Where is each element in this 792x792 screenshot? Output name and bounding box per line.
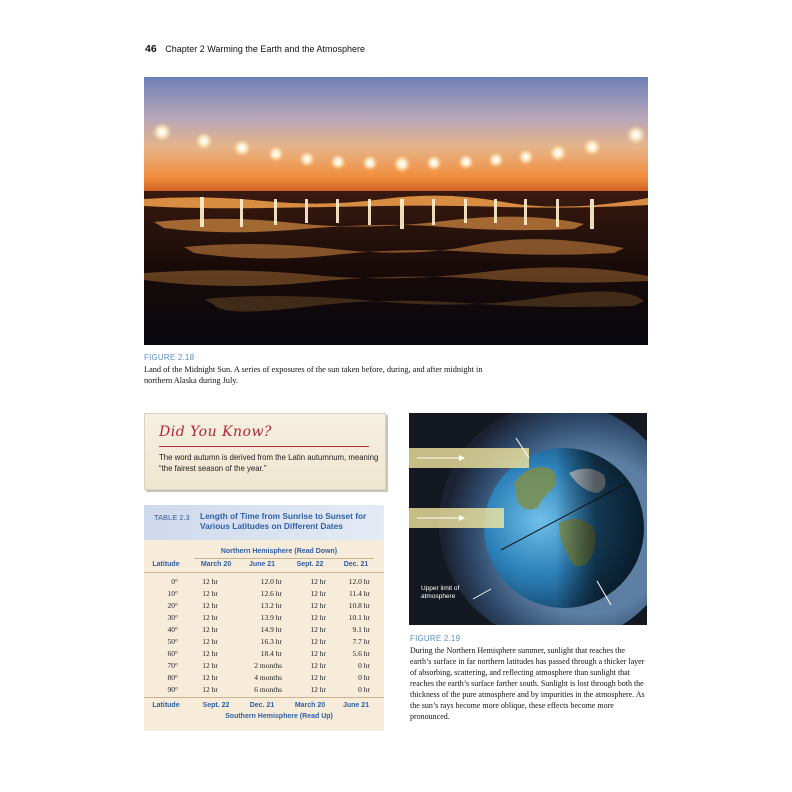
table-title-bar — [144, 505, 384, 540]
sky — [144, 77, 648, 195]
table-cell: 6 months — [254, 685, 282, 694]
table-cell: 12 hr — [310, 637, 326, 646]
running-head-text: Chapter 2 Warming the Earth and the Atmosphere — [165, 44, 365, 54]
latitude-cell: 90° — [167, 685, 178, 694]
table-cell: 0 hr — [358, 661, 370, 670]
table-cell: 13.9 hr — [260, 613, 282, 622]
table-cell: 12 hr — [202, 661, 218, 670]
column-header: Dec. 21 — [343, 561, 369, 568]
atmosphere-globe-diagram — [409, 413, 647, 625]
table-cell: 10.1 hr — [348, 613, 370, 622]
table-cell: 10.8 hr — [348, 601, 370, 610]
column-header: June 21 — [342, 702, 370, 709]
table-cell: 12 hr — [202, 673, 218, 682]
table-cell: 12 hr — [202, 685, 218, 694]
table-label: TABLE 2.3 — [154, 513, 190, 522]
did-you-know-title: Did You Know? — [159, 424, 272, 440]
table-cell: 18.4 hr — [260, 649, 282, 658]
table-cell: 12 hr — [310, 577, 326, 586]
figure-2-19-caption: During the Northern Hemisphere summer, sunlight that reaches the earth’s surface in far northern latitudes has passed through a thicker layer of absorbing, scattering, and reflecting atmosphere than sunlight that reaches the earth’s surface farther south. Sunlight is lost through both the thickness of the pure atmosphere and by impurities in the atmosphere. As the sun’s rays become more oblique, these effects become more pronounced. — [410, 646, 645, 721]
latitude-cell: 70° — [167, 661, 178, 670]
table-cell: 12 hr — [202, 649, 218, 658]
midnight-sun-photo — [144, 77, 648, 345]
latitude-cell: 60° — [167, 649, 178, 658]
did-you-know-text: The word autumn is derived from the Latin autumnum, meaning “the fairest season of the year.” — [159, 453, 379, 473]
latitude-cell: 40° — [167, 625, 178, 634]
table-cell: 12 hr — [202, 577, 218, 586]
table-cell: 12 hr — [310, 625, 326, 634]
table-cell: 5.6 hr — [352, 649, 370, 658]
table-title: Length of Time from Sunrise to Sunset for Various Latitudes on Different Dates — [200, 511, 367, 531]
latitude-cell: 50° — [167, 637, 178, 646]
table-cell: 12 hr — [310, 685, 326, 694]
upper-limit-annotation: Upper limit of atmosphere — [421, 585, 460, 600]
table-cell: 12 hr — [310, 601, 326, 610]
table-cell: 12 hr — [310, 673, 326, 682]
table-cell: 12 hr — [202, 625, 218, 634]
northern-hemisphere-header: Northern Hemisphere (Read Down) — [220, 548, 338, 555]
table-cell: 9.1 hr — [352, 625, 370, 634]
table-cell: 12.6 hr — [260, 589, 282, 598]
body-bottom-rule — [144, 697, 384, 698]
southern-hemisphere-header: Southern Hemisphere (Read Up) — [225, 713, 333, 720]
table-cell: 13.2 hr — [260, 601, 282, 610]
column-header: March 20 — [294, 702, 326, 709]
table-cell: 0 hr — [358, 685, 370, 694]
latitude-cell: 80° — [167, 673, 178, 682]
table-cell: 2 months — [254, 661, 282, 670]
running-header — [145, 43, 365, 55]
column-header: Sept. 22 — [202, 702, 230, 709]
table-cell: 12 hr — [202, 637, 218, 646]
column-header: Latitude — [152, 561, 180, 568]
figure-2-18-caption: Land of the Midnight Sun. A series of exposures of the sun taken before, during, and after midnight in northern Alaska during July. — [144, 365, 483, 385]
latitude-cell: 10° — [167, 589, 178, 598]
table-cell: 11.4 hr — [349, 589, 370, 598]
figure-2-18-label: FIGURE 2.18 — [144, 353, 195, 362]
table-cell: 4 months — [254, 673, 282, 682]
latitude-cell: 20° — [167, 601, 178, 610]
table-cell: 14.9 hr — [260, 625, 282, 634]
table-2-3 — [144, 505, 384, 731]
latitude-cell: 30° — [167, 613, 178, 622]
table-cell: 12 hr — [202, 589, 218, 598]
column-header: June 21 — [248, 561, 276, 568]
page-number: 46 — [145, 43, 157, 55]
column-header: Dec. 21 — [249, 702, 275, 709]
header-bottom-rule — [144, 572, 384, 573]
did-you-know-rule — [159, 446, 369, 447]
column-header: March 20 — [200, 561, 232, 568]
column-header: Sept. 22 — [296, 561, 324, 568]
table-cell: 0 hr — [358, 673, 370, 682]
column-header: Latitude — [152, 702, 180, 709]
table-cell: 12 hr — [310, 649, 326, 658]
table-cell: 16.3 hr — [260, 637, 282, 646]
latitude-cell: 0° — [171, 577, 178, 586]
table-cell: 12 hr — [202, 613, 218, 622]
table-cell: 7.7 hr — [352, 637, 370, 646]
table-cell: 12 hr — [310, 589, 326, 598]
table-cell: 12.0 hr — [260, 577, 282, 586]
figure-2-19-label: FIGURE 2.19 — [410, 634, 461, 643]
table-cell: 12.0 hr — [348, 577, 370, 586]
did-you-know-box — [144, 413, 386, 490]
table-cell: 12 hr — [202, 601, 218, 610]
header-rule — [194, 558, 374, 559]
table-cell: 12 hr — [310, 613, 326, 622]
table-cell: 12 hr — [310, 661, 326, 670]
